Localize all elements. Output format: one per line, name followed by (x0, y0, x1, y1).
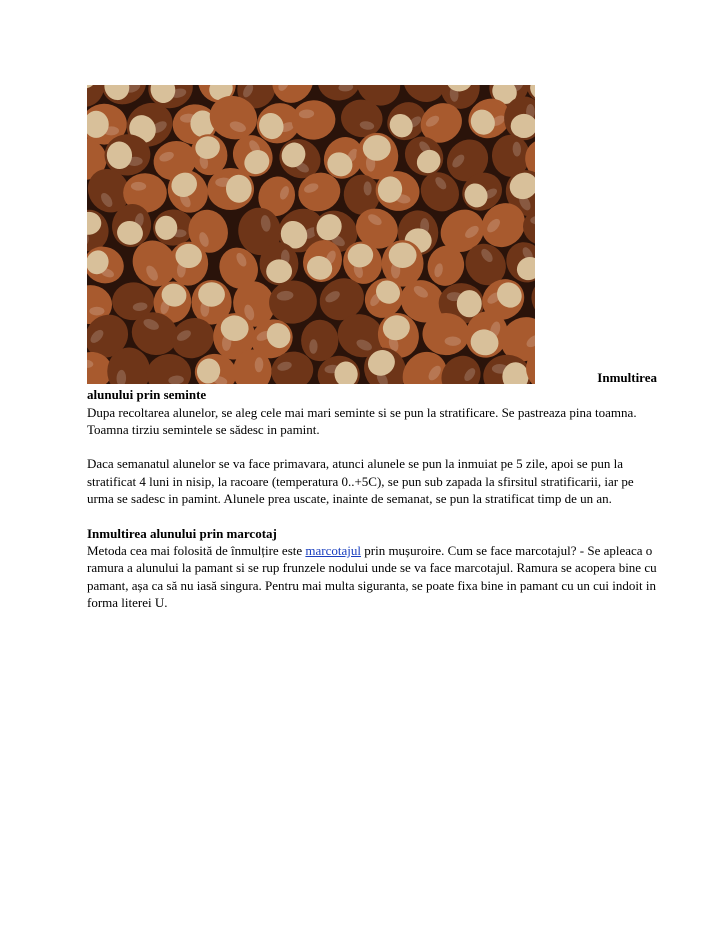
article-body (87, 369, 657, 611)
hazelnuts-illustration (87, 85, 535, 384)
section2-text-before-link: Metoda cea mai folosită de înmulțire este (87, 542, 306, 558)
section2-text-after-link: prin mușuroire. Cum se face marcotajul? - Se apleaca o ramura a alunului la pamant si se rup frunzele nodului unde se va face marcotajul. Ramura se acopera bine cu pamant, așa ca să nu iasă singura. Pentru mai multa siguranta, se poate fixa bine in pamant cu un cui indoit in forma literei U. (87, 542, 657, 610)
section1-paragraph2: Daca semanatul alunelor se va face primavara, atunci alunele se pun la inmuiat pe 5 zile, apoi se pun la stratificat 4 luni in nisip, la racoare (temperatura 0..+5C), se pun sub zapada la sfirsitul stratificarii, iar pe urma se sadesc in pamint. Alunele prea uscate, inainte de semanat, se pun la stratificat timp de un an. (87, 456, 634, 507)
section1-heading-part2: alunului prin seminte (87, 387, 207, 403)
section1-paragraph1: Dupa recoltarea alunelor, se aleg cele mai mari seminte si se pun la stratificare. Se pastreaza pina toamna. Toamna tirziu semintele se sădesc in pamint. (87, 404, 637, 437)
hazelnuts-photo (87, 85, 535, 384)
marcotajul-link[interactable]: marcotajul (305, 542, 361, 558)
section2-heading: Inmultirea alunului prin marcotaj (87, 525, 277, 541)
section2-paragraph (87, 542, 657, 611)
section1-heading-part1: Inmultirea (597, 370, 657, 385)
